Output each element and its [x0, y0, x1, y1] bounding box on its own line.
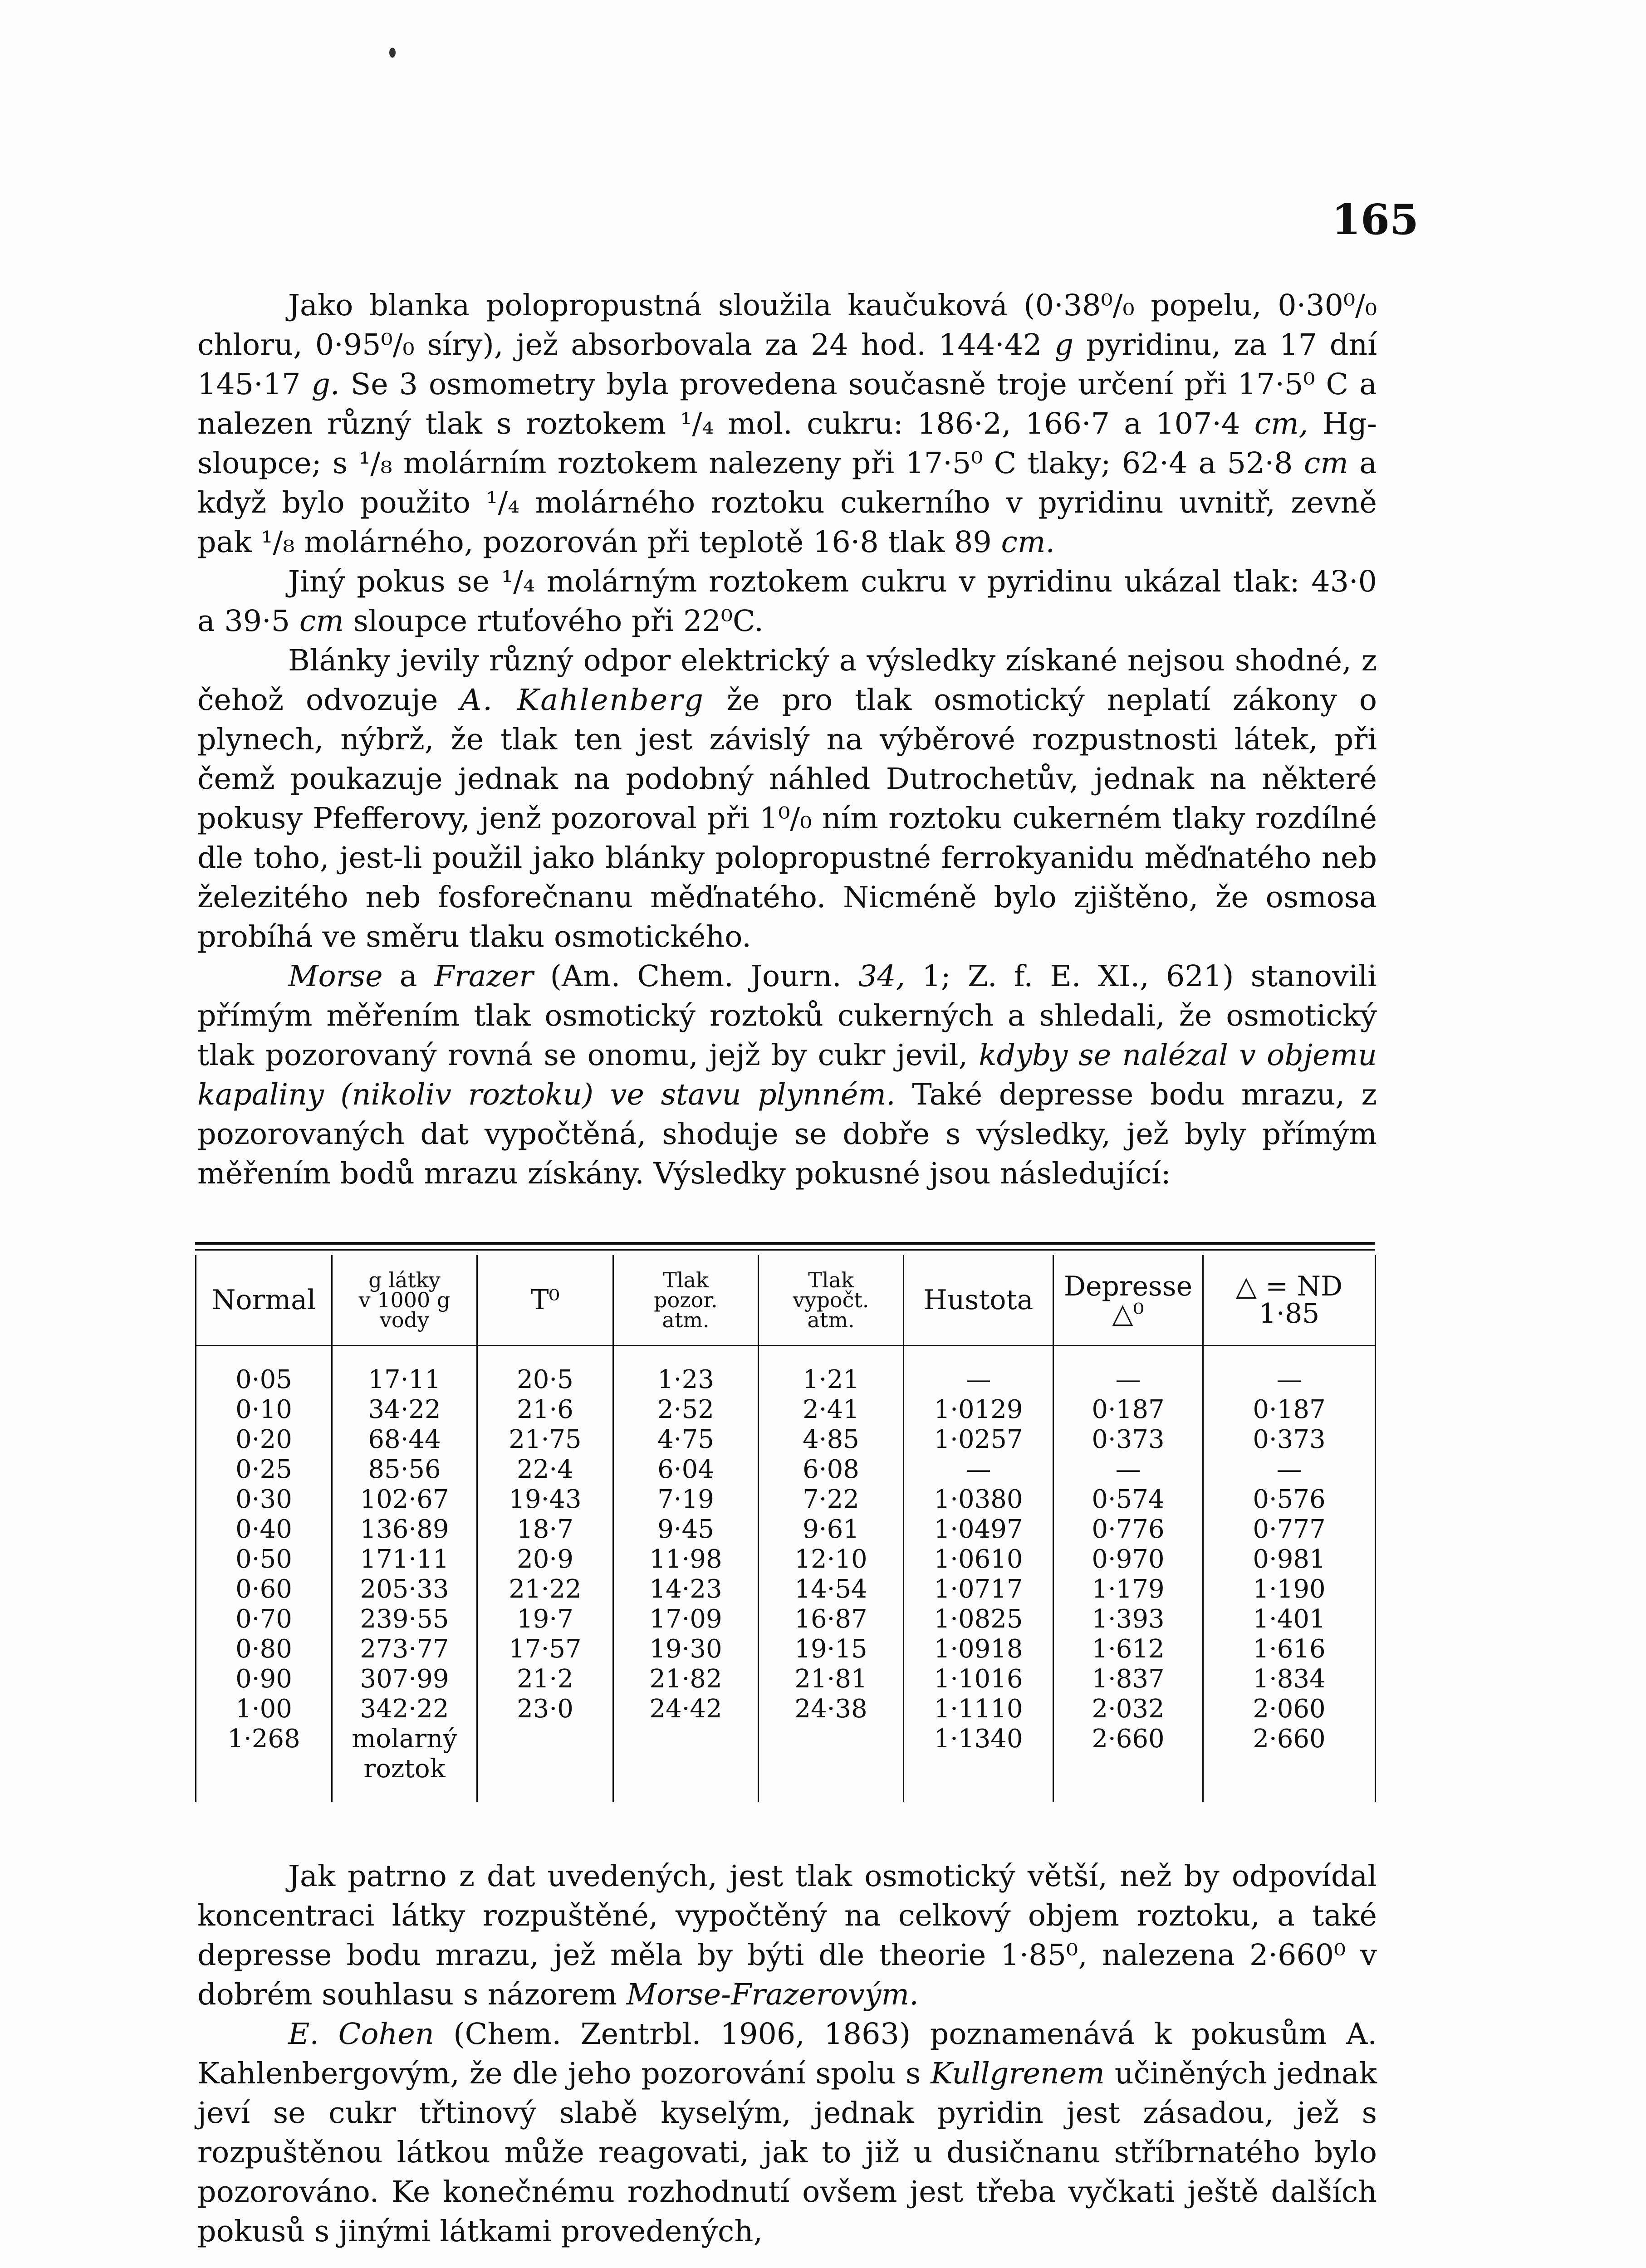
- cell-latky: 85·56: [332, 1454, 477, 1484]
- cell-normal: 0·40: [196, 1514, 332, 1544]
- cell-tlak-pozor: 19·30: [613, 1634, 759, 1664]
- upper-text-block: [197, 286, 1377, 1193]
- paragraph-1: Jako blanka polopropustná sloužila kaučuková (0·38⁰/₀ popelu, 0·30⁰/₀ chloru, 0·95⁰/₀ síry), jež absorbovala za 24 hod. 144·42 g pyridinu, za 17 dní 145·17 g. Se 3 osmometry byla provedena současně troje určení při 17·5⁰ C a nalezen různý tlak s roztokem ¹/₄ mol. cukru: 186·2, 166·7 a 107·4 cm, Hg-sloupce; s ¹/₈ molárním roztokem nalezeny při 17·5⁰ C tlaky; 62·4 a 52·8 cm a když bylo použito ¹/₄ molárného roztoku cukerního v pyridinu uvnitř, zevně pak ¹/₈ molárného, pozorován při teplotě 16·8 tlak 89 cm.: [197, 288, 1377, 559]
- paragraph-5: Jak patrno z dat uvedených, jest tlak osmotický větší, než by odpovídal koncentraci látky rozpuštěné, vypočtěný na celkový objem roztoku, a také depresse bodu mrazu, jež měla by býti dle theorie 1·85⁰, nalezena 2·660⁰ v dobrém souhlasu s názorem Morse-Frazerovým.: [197, 1859, 1377, 2012]
- table-body: [196, 1346, 1376, 1802]
- cell-tlak-vypoct: 16·87: [759, 1604, 904, 1634]
- cell-temperature: 17·57: [477, 1634, 613, 1664]
- cell-temperature: [477, 1754, 613, 1802]
- cell-hustota: 1·0918: [904, 1634, 1053, 1664]
- cell-temperature: 23·0: [477, 1694, 613, 1724]
- cell-depresse: 1·837: [1053, 1664, 1203, 1694]
- cell-latky: 34·22: [332, 1394, 477, 1424]
- cell-nd: —: [1203, 1454, 1376, 1484]
- paragraph-4: Morse a Frazer (Am. Chem. Journ. 34, 1; Z. f. E. XI., 621) stanovili přímým měřením tlak osmotický roztoků cukerných a shledali, že osmotický tlak pozorovaný rovná se onomu, jejž by cukr jevil, kdyby se nalézal v objemu kapaliny (nikoliv roztoku) ve stavu plynném. Také depresse bodu mrazu, z pozorovaných dat vypočtěná, shoduje se dobře s výsledky, jež byly přímým měřením bodů mrazu získány. Výsledky pokusné jsou následující:: [197, 959, 1377, 1191]
- cell-tlak-vypoct: [759, 1724, 904, 1754]
- table-row: [196, 1634, 1376, 1664]
- cell-hustota: 1·0825: [904, 1604, 1053, 1634]
- cell-nd: 0·187: [1203, 1394, 1376, 1424]
- cell-nd: 2·060: [1203, 1694, 1376, 1724]
- cell-hustota: —: [904, 1346, 1053, 1395]
- cell-depresse: —: [1053, 1454, 1203, 1484]
- cell-tlak-pozor: 14·23: [613, 1574, 759, 1604]
- cell-temperature: 19·7: [477, 1604, 613, 1634]
- cell-hustota: 1·1016: [904, 1664, 1053, 1694]
- cell-depresse: 1·612: [1053, 1634, 1203, 1664]
- cell-hustota: 1·0717: [904, 1574, 1053, 1604]
- cell-latky: 307·99: [332, 1664, 477, 1694]
- cell-tlak-pozor: [613, 1724, 759, 1754]
- cell-depresse: 0·970: [1053, 1544, 1203, 1574]
- cell-normal: 0·25: [196, 1454, 332, 1484]
- cell-hustota: 1·0610: [904, 1544, 1053, 1574]
- cell-tlak-vypoct: 14·54: [759, 1574, 904, 1604]
- cell-latky: 68·44: [332, 1424, 477, 1454]
- cell-normal: 0·20: [196, 1424, 332, 1454]
- cell-hustota: 1·0380: [904, 1484, 1053, 1514]
- cell-tlak-vypoct: 24·38: [759, 1694, 904, 1724]
- cell-latky: molarný: [332, 1724, 477, 1754]
- cell-normal: 0·10: [196, 1394, 332, 1424]
- paragraph-3: Blánky jevily různý odpor elektrický a výsledky získané nejsou shodné, z čehož odvozuje A. Kahlenberg že pro tlak osmotický neplatí zákony o plynech, nýbrž, že tlak ten jest závislý na výběrové rozpustnosti látek, při čemž poukazuje jednak na podobný náhled Dutrochetův, jednak na některé pokusy Pfefferovy, jenž pozoroval při 1⁰/₀ ním roztoku cukerném tlaky rozdílné dle toho, jest-li použil jako blánky polopropustné ferrokyanidu měďnatého neb železitého neb fosforečnanu měďnatého. Nicméně bylo zjištěno, že osmosa probíhá ve směru tlaku osmotického.: [197, 644, 1377, 954]
- cell-depresse: 0·574: [1053, 1484, 1203, 1514]
- col-header-normal: Normal: [196, 1255, 332, 1346]
- cell-tlak-vypoct: 1·21: [759, 1346, 904, 1395]
- cell-temperature: 22·4: [477, 1454, 613, 1484]
- cell-tlak-vypoct: 21·81: [759, 1664, 904, 1694]
- cell-normal: 0·60: [196, 1574, 332, 1604]
- cell-hustota: 1·1110: [904, 1694, 1053, 1724]
- col-header-latky: g látky v 1000 g vody: [332, 1255, 477, 1346]
- cell-normal: 1·268: [196, 1724, 332, 1754]
- cell-latky: 342·22: [332, 1694, 477, 1724]
- cell-nd: 1·190: [1203, 1574, 1376, 1604]
- cell-depresse: 2·660: [1053, 1724, 1203, 1754]
- table-row: [196, 1484, 1376, 1514]
- cell-depresse: [1053, 1754, 1203, 1802]
- cell-tlak-pozor: 6·04: [613, 1454, 759, 1484]
- col-header-nd: △ = ND 1·85: [1203, 1255, 1376, 1346]
- cell-temperature: 21·6: [477, 1394, 613, 1424]
- cell-nd: 1·616: [1203, 1634, 1376, 1664]
- col-header-tlak-pozor: Tlak pozor. atm.: [613, 1255, 759, 1346]
- table-row: [196, 1664, 1376, 1694]
- cell-tlak-vypoct: 4·85: [759, 1424, 904, 1454]
- cell-latky: 239·55: [332, 1604, 477, 1634]
- cell-latky: 273·77: [332, 1634, 477, 1664]
- results-table: [195, 1255, 1376, 1802]
- paragraph-6: E. Cohen (Chem. Zentrbl. 1906, 1863) poznamenává k pokusům A. Kahlenbergovým, že dle jeho pozorování spolu s Kullgrenem učiněných jednak jeví se cukr třtinový slabě kyselým, jednak pyridin jest zásadou, jež s rozpuštěnou látkou může reagovati, jak to již u dusičnanu stříbrnatého bylo pozorováno. Ke konečnému rozhodnutí ovšem jest třeba vyčkati ještě dalších pokusů s jinými látkami provedených,: [197, 2017, 1377, 2248]
- cell-normal: 0·80: [196, 1634, 332, 1664]
- table-row: [196, 1604, 1376, 1634]
- table-row: [196, 1454, 1376, 1484]
- cell-normal: [196, 1754, 332, 1802]
- table-row: [196, 1544, 1376, 1574]
- cell-normal: 0·70: [196, 1604, 332, 1634]
- cell-temperature: 20·9: [477, 1544, 613, 1574]
- cell-latky: 205·33: [332, 1574, 477, 1604]
- cell-tlak-pozor: 2·52: [613, 1394, 759, 1424]
- cell-nd: 2·660: [1203, 1724, 1376, 1754]
- table-row: [196, 1394, 1376, 1424]
- cell-hustota: 1·1340: [904, 1724, 1053, 1754]
- lower-text-block: [197, 1857, 1377, 2251]
- cell-tlak-pozor: 24·42: [613, 1694, 759, 1724]
- cell-temperature: 18·7: [477, 1514, 613, 1544]
- cell-nd: 0·373: [1203, 1424, 1376, 1454]
- col-header-tlak-vypoct: Tlak vypočt. atm.: [759, 1255, 904, 1346]
- cell-tlak-pozor: 1·23: [613, 1346, 759, 1395]
- cell-hustota: 1·0257: [904, 1424, 1053, 1454]
- table-row: [196, 1514, 1376, 1544]
- cell-tlak-pozor: 11·98: [613, 1544, 759, 1574]
- cell-normal: 0·05: [196, 1346, 332, 1395]
- cell-tlak-pozor: 7·19: [613, 1484, 759, 1514]
- cell-normal: 1·00: [196, 1694, 332, 1724]
- cell-temperature: 20·5: [477, 1346, 613, 1395]
- cell-nd: [1203, 1754, 1376, 1802]
- cell-tlak-vypoct: 12·10: [759, 1544, 904, 1574]
- table-row: [196, 1754, 1376, 1802]
- cell-normal: 0·30: [196, 1484, 332, 1514]
- cell-tlak-vypoct: 19·15: [759, 1634, 904, 1664]
- col-header-depresse: Depresse △⁰: [1053, 1255, 1203, 1346]
- cell-tlak-pozor: [613, 1754, 759, 1802]
- cell-nd: 0·576: [1203, 1484, 1376, 1514]
- cell-depresse: 1·179: [1053, 1574, 1203, 1604]
- cell-hustota: [904, 1754, 1053, 1802]
- cell-depresse: 0·187: [1053, 1394, 1203, 1424]
- cell-depresse: 0·373: [1053, 1424, 1203, 1454]
- cell-hustota: 1·0129: [904, 1394, 1053, 1424]
- cell-temperature: 21·22: [477, 1574, 613, 1604]
- cell-nd: —: [1203, 1346, 1376, 1395]
- cell-tlak-vypoct: [759, 1754, 904, 1802]
- cell-depresse: 1·393: [1053, 1604, 1203, 1634]
- cell-tlak-pozor: 21·82: [613, 1664, 759, 1694]
- cell-temperature: 19·43: [477, 1484, 613, 1514]
- cell-normal: 0·50: [196, 1544, 332, 1574]
- cell-tlak-vypoct: 7·22: [759, 1484, 904, 1514]
- table-row: [196, 1574, 1376, 1604]
- page-number: 165: [1332, 195, 1419, 244]
- cell-temperature: [477, 1724, 613, 1754]
- cell-tlak-pozor: 9·45: [613, 1514, 759, 1544]
- cell-depresse: —: [1053, 1346, 1203, 1395]
- cell-tlak-vypoct: 6·08: [759, 1454, 904, 1484]
- cell-hustota: 1·0497: [904, 1514, 1053, 1544]
- cell-tlak-vypoct: 9·61: [759, 1514, 904, 1544]
- paragraph-2: Jiný pokus se ¹/₄ molárným roztokem cukru v pyridinu ukázal tlak: 43·0 a 39·5 cm sloupce rtuťového při 22⁰C.: [197, 565, 1377, 638]
- cell-latky: 102·67: [332, 1484, 477, 1514]
- cell-latky: 17·11: [332, 1346, 477, 1395]
- cell-latky: 136·89: [332, 1514, 477, 1544]
- cell-normal: 0·90: [196, 1664, 332, 1694]
- results-table-wrapper: [195, 1242, 1375, 1802]
- cell-depresse: 2·032: [1053, 1694, 1203, 1724]
- cell-nd: 1·834: [1203, 1664, 1376, 1694]
- table-row: [196, 1694, 1376, 1724]
- scan-speck: [389, 48, 396, 58]
- cell-latky: 171·11: [332, 1544, 477, 1574]
- cell-tlak-pozor: 4·75: [613, 1424, 759, 1454]
- cell-nd: 0·981: [1203, 1544, 1376, 1574]
- table-row: [196, 1724, 1376, 1754]
- cell-nd: 1·401: [1203, 1604, 1376, 1634]
- table-row: [196, 1424, 1376, 1454]
- cell-temperature: 21·75: [477, 1424, 613, 1454]
- col-header-temperature: T⁰: [477, 1255, 613, 1346]
- table-row: [196, 1346, 1376, 1395]
- cell-tlak-vypoct: 2·41: [759, 1394, 904, 1424]
- table-header-row: [196, 1255, 1376, 1346]
- cell-nd: 0·777: [1203, 1514, 1376, 1544]
- col-header-hustota: Hustota: [904, 1255, 1053, 1346]
- cell-hustota: —: [904, 1454, 1053, 1484]
- cell-temperature: 21·2: [477, 1664, 613, 1694]
- cell-depresse: 0·776: [1053, 1514, 1203, 1544]
- cell-latky: roztok: [332, 1754, 477, 1802]
- cell-tlak-pozor: 17·09: [613, 1604, 759, 1634]
